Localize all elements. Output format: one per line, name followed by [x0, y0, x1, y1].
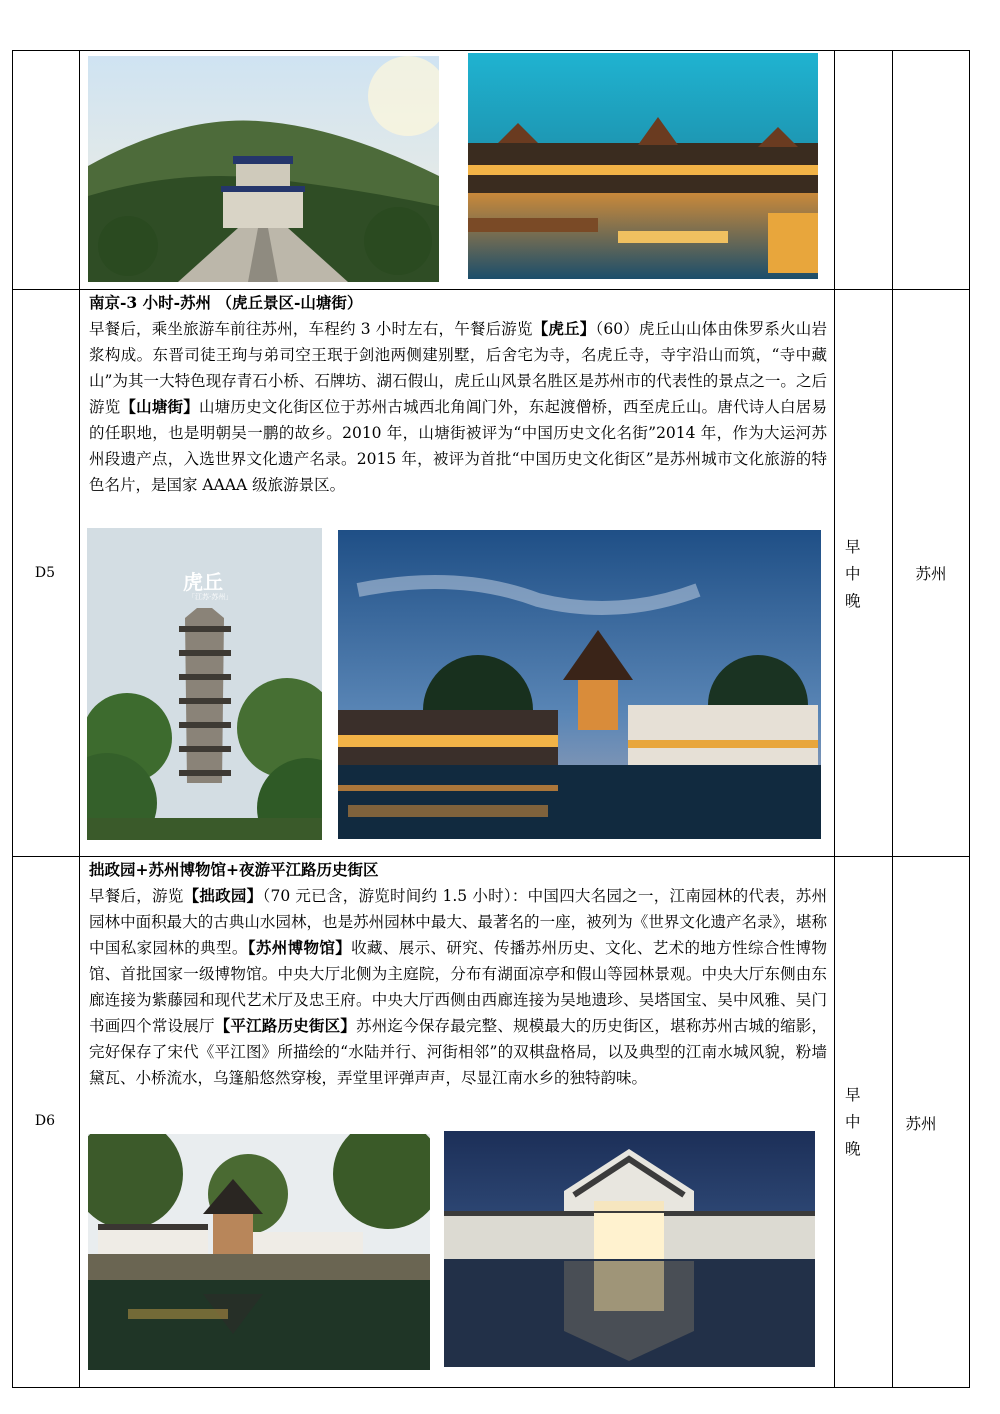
- photo-tiger-hill-pagoda: [87, 528, 322, 840]
- itinerary-description: [89, 290, 827, 498]
- photo-shantang-street-night: [338, 530, 821, 839]
- meal-lunch: 中: [845, 565, 861, 583]
- photo-suzhou-museum: [444, 1131, 815, 1367]
- attraction-name: 【苏州博物馆】: [247, 938, 352, 957]
- meal-breakfast: 早: [845, 1086, 861, 1104]
- itinerary-paragraph: [89, 316, 827, 498]
- column-divider: [834, 50, 835, 1388]
- meal-lunch: 中: [845, 1113, 861, 1131]
- paragraph-text: （70 元已含，游览时间约 1.5 小时）：中国四大名园之一，江南园林的代表，苏州园林中面积最大的古典山水园林，也是苏州园林中最大、最著名的一座，被列为《世界文化遗产名录》，堪称中国私家园林的典型。: [89, 887, 827, 957]
- column-divider: [79, 50, 80, 1388]
- column-divider: [892, 50, 893, 1388]
- attraction-name: 【平江路历史街区】: [214, 1016, 357, 1035]
- attraction-name: 【拙政园】: [183, 886, 263, 905]
- attraction-name: 【山塘街】: [120, 397, 199, 416]
- table-border-top: [12, 50, 970, 51]
- overnight-city: 苏州: [905, 1115, 937, 1133]
- overnight-city: 苏州: [915, 565, 947, 583]
- meal-dinner: 晚: [845, 1140, 861, 1158]
- paragraph-text: 早餐后，乘坐旅游车前往苏州，车程约 3 小时左右，午餐后游览: [89, 320, 533, 338]
- paragraph-text: （60）虎丘山山体由侏罗系火山岩浆构成。东晋司徒王珣与弟司空王珉于剑池两侧建别墅，后舍宅为寺，名虎丘寺，寺宇沿山而筑，“寺中藏山”为其一大特色现存青石小桥、石牌坊、湖石假山，虎丘山风景名胜区是苏州市的代表性的景点之一。之后游览: [89, 320, 827, 416]
- attraction-name: 【虎丘】: [532, 319, 596, 338]
- itinerary-title: 拙政园+苏州博物馆+夜游平江路历史街区: [89, 860, 379, 879]
- itinerary-description: [89, 857, 827, 1091]
- day-label: D5: [34, 565, 56, 581]
- paragraph-text: 山塘历史文化街区位于苏州古城西北角阊门外，东起渡僧桥，西至虎丘山。唐代诗人白居易的任职地，也是明朝吴一鹏的故乡。2010 年，山塘街被评为“中国历史文化名街”2014 年，作为大运河苏州段遗产点，入选世界文化遗产名录。2015 年，被评为首批“中国历史文化街区”是苏州城市文化旅游的特色名片，是国家 AAAA 级旅游景区。: [89, 398, 827, 494]
- meals: [845, 534, 865, 615]
- day-label: D6: [34, 1113, 56, 1129]
- meal-dinner: 晚: [845, 592, 861, 610]
- photo-caption: 虎丘: [183, 570, 223, 594]
- photo-humble-administrator-garden: [88, 1134, 430, 1370]
- meal-breakfast: 早: [845, 538, 861, 556]
- itinerary-paragraph: [89, 883, 827, 1091]
- column-divider: [969, 50, 970, 1388]
- paragraph-text: 苏州迄今保存最完整、规模最大的历史街区，堪称苏州古城的缩影，完好保存了宋代《平江图》所描绘的“水陆并行、河街相邻”的双棋盘格局，以及典型的江南水城风貌，粉墙黛瓦、小桥流水，乌篷船悠然穿梭，弄堂里评弹声声，尽显江南水乡的独特韵味。: [89, 1017, 827, 1087]
- meals: [845, 1082, 865, 1163]
- photo-qinhuai-river-night: [468, 53, 818, 279]
- itinerary-title: 南京-3 小时-苏州 （虎丘景区-山塘街）: [89, 293, 363, 312]
- paragraph-text: 收藏、展示、研究、传播苏州历史、文化、艺术的地方性综合性博物馆、首批国家一级博物馆。中央大厅北侧为主庭院，分布有湖面凉亭和假山等园林景观。中央大厅东侧由东廊连接为紫藤园和现代艺术厅及忠王府。中央大厅西侧由西廊连接为吴地遗珍、吴塔国宝、吴中风雅、吴门书画四个常设展厅: [89, 939, 827, 1035]
- table-border-bottom: [12, 1387, 970, 1388]
- paragraph-text: 早餐后，游览: [89, 887, 184, 905]
- photo-subcaption: 「江苏·苏州」: [188, 593, 233, 601]
- photo-mausoleum: [88, 56, 439, 282]
- column-divider: [12, 50, 13, 1388]
